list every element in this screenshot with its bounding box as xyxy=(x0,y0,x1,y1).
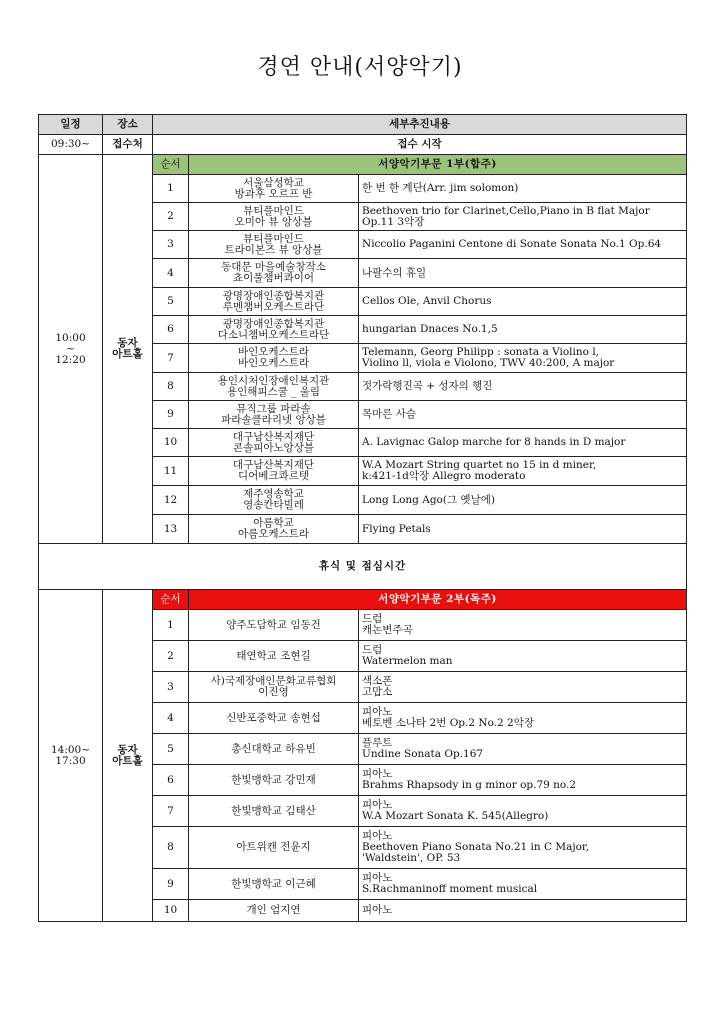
order-number: 10 xyxy=(153,429,189,457)
session2-time-line: 17:30 xyxy=(55,754,86,767)
piece-line: 색소폰 xyxy=(362,675,393,687)
order-number: 4 xyxy=(153,703,189,734)
order-number: 8 xyxy=(153,827,189,869)
performer xyxy=(189,175,359,203)
order-number: 3 xyxy=(153,231,189,259)
piece-line: Op.11 3악장 xyxy=(362,215,425,228)
schedule-table xyxy=(38,114,687,922)
piece xyxy=(359,900,687,922)
piece xyxy=(359,344,687,373)
piece-line: 나팔수의 휴일 xyxy=(362,266,427,279)
piece-line: 피아노 xyxy=(362,768,393,780)
performer xyxy=(189,515,359,544)
order-number: 9 xyxy=(153,869,189,900)
order-number: 4 xyxy=(153,259,189,288)
session2-time-line: 14:00~ xyxy=(50,743,91,756)
break-row xyxy=(39,544,687,590)
piece xyxy=(359,429,687,457)
order-number: 12 xyxy=(153,486,189,515)
piece-line: 베토벤 소나타 2번 Op.2 No.2 2악장 xyxy=(362,717,535,729)
piece-line: Beethoven Piano Sonata No.21 in C Major, xyxy=(362,841,590,853)
reception-row xyxy=(39,135,687,155)
piece xyxy=(359,869,687,900)
header-date: 일정 xyxy=(39,115,103,135)
piece-line: 플루트 xyxy=(362,737,393,749)
performer-line: 오미아 뷰 앙상블 xyxy=(234,215,313,228)
order-number: 2 xyxy=(153,641,189,672)
piece-line: W.A Mozart Sonata K. 545(Allegro) xyxy=(362,810,549,822)
order-number: 6 xyxy=(153,765,189,796)
piece-line: 한 번 한 계단(Arr. jim solomon) xyxy=(362,182,519,194)
performer xyxy=(189,259,359,288)
performer-line: 사)국제장애인문화교류협회 xyxy=(210,675,337,687)
piece xyxy=(359,175,687,203)
session2-order-label: 순서 xyxy=(153,590,189,610)
piece xyxy=(359,734,687,765)
performer-line: 루멘챔버오케스트라단 xyxy=(222,300,325,313)
session1-time xyxy=(39,155,103,544)
session2-venue-line: 동자 xyxy=(117,743,138,756)
piece-line: A. Lavignac Galop marche for 8 hands in D major xyxy=(362,436,626,448)
session2-title: 서양악기부문 2부(독주) xyxy=(189,590,687,610)
piece xyxy=(359,672,687,703)
session1-venue xyxy=(103,155,153,544)
performer-line: 총신대학교 하유빈 xyxy=(231,742,316,755)
piece-line: 드럼 xyxy=(362,644,383,656)
performer xyxy=(189,486,359,515)
performer-line: 개인 엄지연 xyxy=(246,904,301,916)
reception-place: 접수처 xyxy=(103,135,153,155)
performer xyxy=(189,672,359,703)
order-number: 8 xyxy=(153,373,189,401)
piece-line: Beethoven trio for Clarinet,Cello,Piano in B flat Major xyxy=(362,204,650,217)
piece xyxy=(359,486,687,515)
performer-line: 뷰티플마인드 xyxy=(243,232,304,245)
performer xyxy=(189,869,359,900)
order-number: 7 xyxy=(153,344,189,373)
performer xyxy=(189,457,359,486)
session1-venue-line: 아트홀 xyxy=(112,348,143,360)
piece xyxy=(359,457,687,486)
piece-line: Flying Petals xyxy=(362,522,431,535)
session2-venue xyxy=(103,590,153,922)
piece-line: S.Rachmaninoff moment musical xyxy=(362,883,538,895)
header-content: 세부추진내용 xyxy=(153,115,687,135)
piece xyxy=(359,373,687,401)
piece-line: 'Waldstein', OP. 53 xyxy=(362,852,461,864)
performer-line: 영송칸타빌레 xyxy=(243,499,304,511)
piece xyxy=(359,765,687,796)
performer-line: 뮤직그룹 파라솔 xyxy=(236,402,311,415)
session1-time-line: 10:00 xyxy=(55,331,86,344)
piece xyxy=(359,231,687,259)
performer xyxy=(189,900,359,922)
performer-line: 한빛맹학교 이근혜 xyxy=(231,877,316,890)
performer-line: 용인시처인장애인복지관 xyxy=(217,374,330,387)
performer-line: 디어베크콰르텟 xyxy=(237,470,309,482)
performer-line: 동대문 마을예술창작소 xyxy=(221,261,326,273)
performer-line: 양주도담학교 임동건 xyxy=(226,618,321,631)
performer xyxy=(189,703,359,734)
session1-subheader xyxy=(39,155,687,175)
session2-venue-line: 아트홀 xyxy=(112,754,143,767)
performer-line: 용인해피스쿨 _ 울림 xyxy=(226,385,321,398)
piece-line: 피아노 xyxy=(362,904,393,916)
piece-line: Undine Sonata Op.167 xyxy=(362,748,484,760)
order-number: 6 xyxy=(153,316,189,344)
performer-line: 아름오케스트라 xyxy=(237,528,309,540)
session1-order-label: 순서 xyxy=(153,155,189,175)
piece xyxy=(359,259,687,288)
piece-line: Long Long Ago(그 옛날에) xyxy=(362,493,495,506)
piece xyxy=(359,401,687,429)
header-row xyxy=(39,115,687,135)
piece-line: W.A Mozart String quartet no 15 in d miner, xyxy=(362,459,597,471)
header-place: 장소 xyxy=(103,115,153,135)
performer-line: 광명장애인종합복지관 xyxy=(222,289,325,302)
piece-line: 드럼 xyxy=(362,613,383,625)
order-number: 3 xyxy=(153,672,189,703)
performer xyxy=(189,288,359,316)
performer-line: 쵸이풀챔버콰이어 xyxy=(232,272,315,284)
performer xyxy=(189,610,359,641)
order-number: 7 xyxy=(153,796,189,827)
piece xyxy=(359,203,687,231)
performer-line: 이진영 xyxy=(258,686,289,698)
piece-line: Telemann, Georg Philipp : sonata a Violino l, xyxy=(362,346,600,358)
performer-line: 대구남산복지재단 xyxy=(232,459,315,471)
order-number: 5 xyxy=(153,288,189,316)
performer-line: 태연학교 조현길 xyxy=(236,649,311,662)
session1-time-line: 12:20 xyxy=(55,353,86,366)
performer-line: 서울삼성학교 xyxy=(243,176,304,189)
performer xyxy=(189,344,359,373)
performer-line: 한빛맹학교 강민재 xyxy=(231,773,316,786)
performer xyxy=(189,316,359,344)
performer-line: 바인오케스트라 xyxy=(237,357,309,369)
order-number: 5 xyxy=(153,734,189,765)
performer xyxy=(189,373,359,401)
performer-line: 아름학교 xyxy=(253,517,294,529)
performer-line: 한빛맹학교 김태산 xyxy=(231,804,316,817)
performer-line: 제주영송학교 xyxy=(243,488,304,500)
page-title: 경연 안내(서양악기) xyxy=(257,55,463,80)
performer xyxy=(189,401,359,429)
piece-line: Brahms Rhapsody in g minor op.79 no.2 xyxy=(362,779,577,791)
piece-line: 피아노 xyxy=(362,872,393,884)
piece-line: 고맙소 xyxy=(362,686,393,698)
piece-line: 캐논변주곡 xyxy=(362,624,413,636)
break-label: 휴식 및 점심시간 xyxy=(39,544,687,590)
piece-line: 목마른 사슴 xyxy=(362,408,417,420)
performer xyxy=(189,765,359,796)
piece-line: Cellos Ole, Anvil Chorus xyxy=(362,295,492,307)
piece-line: Watermelon man xyxy=(362,655,453,667)
reception-content: 접수 시작 xyxy=(153,135,687,155)
performer-line: 광명장애인종합복지관 xyxy=(222,317,325,330)
piece xyxy=(359,641,687,672)
performer xyxy=(189,827,359,869)
piece xyxy=(359,703,687,734)
performer xyxy=(189,231,359,259)
performer-line: 파라솔클라리넷 앙상블 xyxy=(221,413,326,426)
piece-line: Niccolio Paganini Centone di Sonate Sonata No.1 Op.64 xyxy=(362,238,662,250)
order-number: 11 xyxy=(153,457,189,486)
piece xyxy=(359,796,687,827)
piece xyxy=(359,827,687,869)
order-number: 13 xyxy=(153,515,189,544)
piece xyxy=(359,610,687,641)
piece-line: 피아노 xyxy=(362,706,393,718)
piece xyxy=(359,288,687,316)
piece xyxy=(359,515,687,544)
performer xyxy=(189,203,359,231)
performer xyxy=(189,429,359,457)
performer-line: 대구남산복지재단 xyxy=(232,430,315,443)
piece-line: 피아노 xyxy=(362,799,393,811)
performer xyxy=(189,796,359,827)
performer-line: 신반포중학교 송현섭 xyxy=(226,711,321,724)
performer-line: 바인오케스트라 xyxy=(237,346,309,358)
reception-time: 09:30~ xyxy=(39,135,103,155)
session2-time xyxy=(39,590,103,922)
performer-line: 뷰티플마인드 xyxy=(243,204,304,217)
performer-line: 다소니챔버오케스트라단 xyxy=(217,328,330,341)
performer xyxy=(189,641,359,672)
session1-time-line: ~ xyxy=(66,342,75,355)
piece-line: 젓가락행진곡 + 성자의 행진 xyxy=(362,380,493,392)
performer xyxy=(189,734,359,765)
session2-subheader xyxy=(39,590,687,610)
piece-line: hungarian Dnaces No.1,5 xyxy=(362,323,498,335)
order-number: 10 xyxy=(153,900,189,922)
piece-line: Violino ll, viola e Violono, TWV 40:200, A major xyxy=(362,357,615,369)
session1-venue-line: 동자 xyxy=(117,337,138,349)
order-number: 1 xyxy=(153,175,189,203)
performer-line: 콘솔피아노앙상블 xyxy=(232,441,315,454)
order-number: 2 xyxy=(153,203,189,231)
session1-title: 서양악기부문 1부(합주) xyxy=(189,155,687,175)
piece-line: k:421-1d악장 Allegro moderato xyxy=(362,470,526,482)
order-number: 9 xyxy=(153,401,189,429)
performer-line: 아트위캔 전윤지 xyxy=(236,841,311,853)
order-number: 1 xyxy=(153,610,189,641)
piece-line: 피아노 xyxy=(362,830,393,842)
performer-line: 방과후 오르프 반 xyxy=(234,187,313,200)
performer-line: 트라이본즈 뷰 앙상블 xyxy=(224,243,323,256)
piece xyxy=(359,316,687,344)
